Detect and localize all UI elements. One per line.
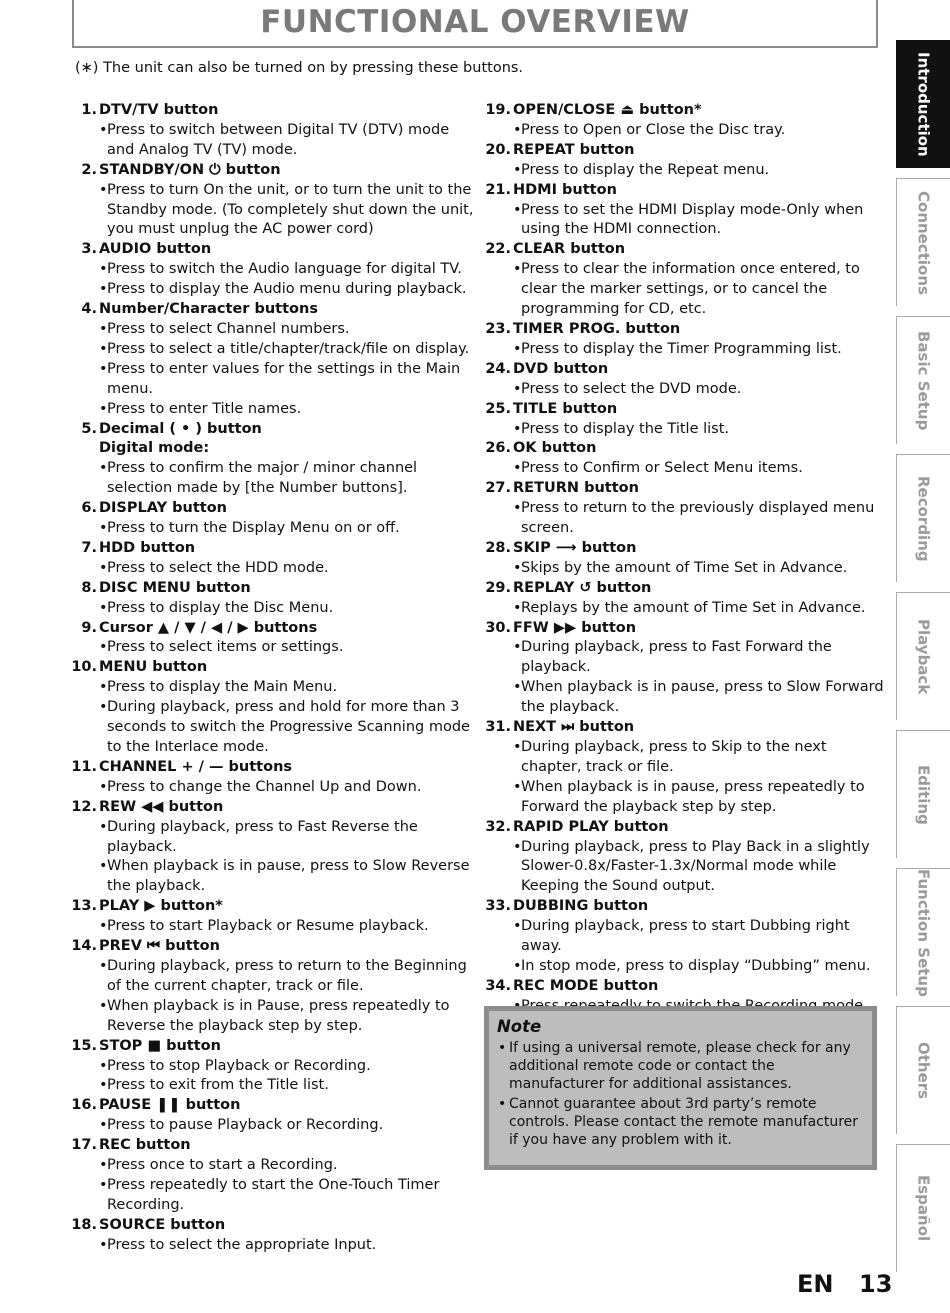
item-number: 25. xyxy=(485,400,511,417)
list-item xyxy=(70,539,475,579)
item-bullet: • Press to Confirm or Select Menu items. xyxy=(513,459,884,479)
item-heading: TIMER PROG. button xyxy=(513,320,681,337)
list-item xyxy=(484,360,884,400)
tab-editing[interactable] xyxy=(896,730,950,858)
item-number: 29. xyxy=(485,579,511,596)
item-heading: DUBBING button xyxy=(513,898,649,915)
list-item xyxy=(70,1037,475,1097)
item-bullet: • Press to turn the Display Menu on or off. xyxy=(99,519,475,539)
item-heading: REC button xyxy=(99,1137,191,1154)
item-bullet: • Press to Open or Close the Disc tray. xyxy=(513,121,884,141)
item-heading: CLEAR button xyxy=(513,241,626,258)
item-number: 31. xyxy=(485,719,511,736)
tab-label: Introduction xyxy=(914,52,933,157)
list-item xyxy=(484,141,884,181)
item-heading: OK button xyxy=(513,440,597,457)
item-heading: REW ◀◀ button xyxy=(99,798,224,815)
item-bullet: • Skips by the amount of Time Set in Advance. xyxy=(513,559,884,579)
note-item: • Cannot guarantee about 3rd party’s remote controls. Please contact the remote manufacturer if you have any problem with it. xyxy=(497,1095,864,1149)
item-bullet: • Press to exit from the Title list. xyxy=(99,1076,475,1096)
item-heading: REPEAT button xyxy=(513,141,635,158)
item-bullet: • Press to stop Playback or Recording. xyxy=(99,1057,475,1077)
list-item xyxy=(484,101,884,141)
item-heading: DTV/TV button xyxy=(99,102,219,118)
item-number: 3. xyxy=(81,241,97,258)
list-item xyxy=(70,758,475,798)
tab-label: Function Setup xyxy=(914,868,933,997)
item-bullet: • Press to display the Disc Menu. xyxy=(99,599,475,619)
item-bullet: • Press to display the Main Menu. xyxy=(99,678,475,698)
list-item xyxy=(70,658,475,758)
list-item xyxy=(484,400,884,440)
item-number: 17. xyxy=(71,1137,97,1154)
item-bullet: • When playback is in pause, press repeatedly to Forward the playback step by step. xyxy=(513,778,884,818)
item-bullet: • When playback is in pause, press to Slow Reverse the playback. xyxy=(99,857,475,897)
item-number: 14. xyxy=(71,938,97,955)
tab-introduction[interactable] xyxy=(896,40,950,168)
intro-note: (∗) The unit can also be turned on by pressing these buttons. xyxy=(75,60,524,76)
list-item xyxy=(70,1136,475,1216)
item-heading: TITLE button xyxy=(513,400,618,417)
item-heading: SKIP ⟶ button xyxy=(513,539,637,556)
list-item xyxy=(484,539,884,579)
item-heading: AUDIO button xyxy=(99,241,212,258)
item-bullet: • During playback, press to Fast Reverse the playback. xyxy=(99,818,475,858)
item-heading: Number/Character buttons xyxy=(99,301,318,318)
list-item xyxy=(484,579,884,619)
note-box xyxy=(484,1006,877,1170)
item-number: 24. xyxy=(485,360,511,377)
list-item xyxy=(70,300,475,419)
list-item xyxy=(70,579,475,619)
item-bullet: • Press to enter values for the settings in the Main menu. xyxy=(99,360,475,400)
item-bullet: • During playback, press to start Dubbing right away. xyxy=(513,917,884,957)
list-item xyxy=(70,798,475,898)
item-heading: REPLAY ↺ button xyxy=(513,579,652,596)
item-bullet: • Press to select items or settings. xyxy=(99,638,475,658)
page-title: FUNCTIONAL OVERVIEW xyxy=(260,4,690,40)
list-item xyxy=(484,897,884,977)
item-bullet: • During playback, press to return to the Beginning of the current chapter, track or file. xyxy=(99,957,475,997)
list-item xyxy=(484,818,884,898)
item-bullet: • Press to clear the information once entered, to clear the marker settings, or to cancel the programming for CD, etc. xyxy=(513,260,884,320)
item-heading: HDD button xyxy=(99,539,196,556)
item-heading: RAPID PLAY button xyxy=(513,818,669,835)
tab-others[interactable] xyxy=(896,1006,950,1134)
item-heading: DISPLAY button xyxy=(99,500,227,517)
item-bullet: • Press to select the appropriate Input. xyxy=(99,1236,475,1256)
item-bullet: • When playback is in pause, press to Slow Forward the playback. xyxy=(513,678,884,718)
tab-function-setup[interactable] xyxy=(896,868,950,996)
list-item xyxy=(484,619,884,719)
item-heading: CHANNEL + / — buttons xyxy=(99,758,293,775)
list-item xyxy=(70,101,475,161)
item-heading: NEXT ⏭ button xyxy=(513,719,635,736)
item-bullet: • Press to start Playback or Resume playback. xyxy=(99,917,475,937)
list-item xyxy=(70,1216,475,1256)
item-number: 9. xyxy=(81,619,97,636)
item-bullet: • Press to display the Repeat menu. xyxy=(513,161,884,181)
item-bullet: • Press repeatedly to start the One-Touch Timer Recording. xyxy=(99,1176,475,1216)
item-bullet: • During playback, press and hold for more than 3 seconds to switch the Progressive Scanning mode to the Interlace mode. xyxy=(99,698,475,758)
item-bullet: • When playback is in Pause, press repeatedly to Reverse the playback step by step. xyxy=(99,997,475,1037)
item-heading: Decimal ( • ) button xyxy=(99,420,262,437)
left-column xyxy=(70,101,475,1256)
list-item xyxy=(484,181,884,241)
list-item xyxy=(70,240,475,300)
list-item xyxy=(484,240,884,320)
item-heading: OPEN/CLOSE ⏏ button* xyxy=(513,102,702,118)
item-number: 1. xyxy=(81,102,97,118)
item-heading: REC MODE button xyxy=(513,977,659,994)
list-item xyxy=(484,439,884,479)
item-bullet: • Press to switch the Audio language for digital TV. xyxy=(99,260,475,280)
item-heading: RETURN button xyxy=(513,480,639,497)
tab-playback[interactable] xyxy=(896,592,950,720)
item-bullet: • Press to switch between Digital TV (DTV) mode and Analog TV (TV) mode. xyxy=(99,121,475,161)
item-bullet: • Press to select Channel numbers. xyxy=(99,320,475,340)
item-bullet: • Press to select the DVD mode. xyxy=(513,380,884,400)
item-bullet: • During playback, press to Play Back in a slightly Slower-0.8x/Faster-1.3x/Normal mode while Keeping the Sound output. xyxy=(513,838,884,898)
item-number: 5. xyxy=(81,420,97,437)
item-number: 10. xyxy=(71,659,97,676)
item-bullet: • Press to display the Title list. xyxy=(513,420,884,440)
tab-connections[interactable] xyxy=(896,178,950,306)
tab-label: Editing xyxy=(914,764,933,825)
tab-recording[interactable] xyxy=(896,454,950,582)
item-bullet: • Press to enter Title names. xyxy=(99,400,475,420)
item-number: 32. xyxy=(485,818,511,835)
item-heading: DVD button xyxy=(513,360,609,377)
item-number: 18. xyxy=(71,1216,97,1233)
list-item xyxy=(70,420,475,500)
item-subheading: Digital mode: xyxy=(99,440,210,457)
item-bullet: • Press to pause Playback or Recording. xyxy=(99,1116,475,1136)
item-heading: FFW ▶▶ button xyxy=(513,619,637,636)
item-number: 19. xyxy=(485,102,511,118)
item-heading: DISC MENU button xyxy=(99,579,251,596)
item-number: 13. xyxy=(71,898,97,915)
item-heading: STANDBY/ON ⏻ button xyxy=(99,161,281,178)
item-number: 20. xyxy=(485,141,511,158)
item-bullet: • Press to select a title/chapter/track/file on display. xyxy=(99,340,475,360)
tab-espa-ol[interactable] xyxy=(896,1144,950,1272)
item-bullet: • Press once to start a Recording. xyxy=(99,1156,475,1176)
list-item xyxy=(70,1096,475,1136)
footer-language: EN xyxy=(797,1270,834,1298)
item-number: 6. xyxy=(81,500,97,517)
tab-basic-setup[interactable] xyxy=(896,316,950,444)
item-number: 27. xyxy=(485,480,511,497)
item-bullet: • Press to select the HDD mode. xyxy=(99,559,475,579)
item-number: 4. xyxy=(81,301,97,318)
list-item xyxy=(70,937,475,1037)
item-number: 33. xyxy=(485,898,511,915)
item-number: 30. xyxy=(485,619,511,636)
item-bullet: • During playback, press to Skip to the next chapter, track or file. xyxy=(513,738,884,778)
tab-label: Connections xyxy=(914,190,933,295)
list-item xyxy=(484,718,884,818)
list-item xyxy=(70,619,475,659)
item-bullet: • During playback, press to Fast Forward the playback. xyxy=(513,638,884,678)
item-number: 26. xyxy=(485,440,511,457)
page-number: 13 xyxy=(859,1270,893,1298)
item-number: 16. xyxy=(71,1097,97,1114)
item-heading: HDMI button xyxy=(513,181,617,198)
item-bullet: • Press to turn On the unit, or to turn the unit to the Standby mode. (To completely shut down the unit, you must unplug the AC power cord) xyxy=(99,181,475,241)
list-item xyxy=(484,479,884,539)
list-item xyxy=(484,320,884,360)
list-item xyxy=(70,897,475,937)
list-item xyxy=(70,161,475,241)
item-heading: PREV ⏮ button xyxy=(99,938,220,955)
item-number: 12. xyxy=(71,798,97,815)
item-number: 7. xyxy=(81,539,97,556)
item-number: 22. xyxy=(485,241,511,258)
item-bullet: • Replays by the amount of Time Set in Advance. xyxy=(513,599,884,619)
item-bullet: • Press to return to the previously displayed menu screen. xyxy=(513,499,884,539)
item-number: 11. xyxy=(71,758,97,775)
note-title: Note xyxy=(497,1017,542,1036)
item-heading: MENU button xyxy=(99,659,208,676)
tab-label: Español xyxy=(914,1175,933,1242)
item-number: 8. xyxy=(81,579,97,596)
list-item xyxy=(70,499,475,539)
right-column xyxy=(484,101,884,1017)
item-heading: PAUSE ❚❚ button xyxy=(99,1097,241,1114)
note-item: • If using a universal remote, please check for any additional remote code or contact the manufacturer for additional assistances. xyxy=(497,1039,864,1093)
item-heading: Cursor ▲ / ▼ / ◀ / ▶ buttons xyxy=(99,619,318,636)
page-header xyxy=(72,0,878,48)
item-bullet: • Press to display the Timer Programming list. xyxy=(513,340,884,360)
item-number: 2. xyxy=(81,161,97,178)
item-heading: STOP ■ button xyxy=(99,1037,221,1054)
item-number: 15. xyxy=(71,1037,97,1054)
tab-label: Playback xyxy=(914,618,933,695)
item-number: 28. xyxy=(485,539,511,556)
item-bullet: • In stop mode, press to display “Dubbing” menu. xyxy=(513,957,884,977)
item-bullet: • Press to confirm the major / minor channel selection made by [the Number buttons]. xyxy=(99,459,475,499)
item-bullet: • Press to change the Channel Up and Down. xyxy=(99,778,475,798)
item-bullet: • Press to display the Audio menu during playback. xyxy=(99,280,475,300)
item-number: 21. xyxy=(485,181,511,198)
tab-label: Basic Setup xyxy=(914,330,933,431)
item-number: 34. xyxy=(485,977,511,994)
tab-label: Others xyxy=(914,1041,933,1100)
tab-label: Recording xyxy=(914,475,933,562)
item-heading: PLAY ▶ button* xyxy=(99,898,223,915)
item-number: 23. xyxy=(485,320,511,337)
item-heading: SOURCE button xyxy=(99,1216,226,1233)
item-bullet: • Press to set the HDMI Display mode-Only when using the HDMI connection. xyxy=(513,201,884,241)
